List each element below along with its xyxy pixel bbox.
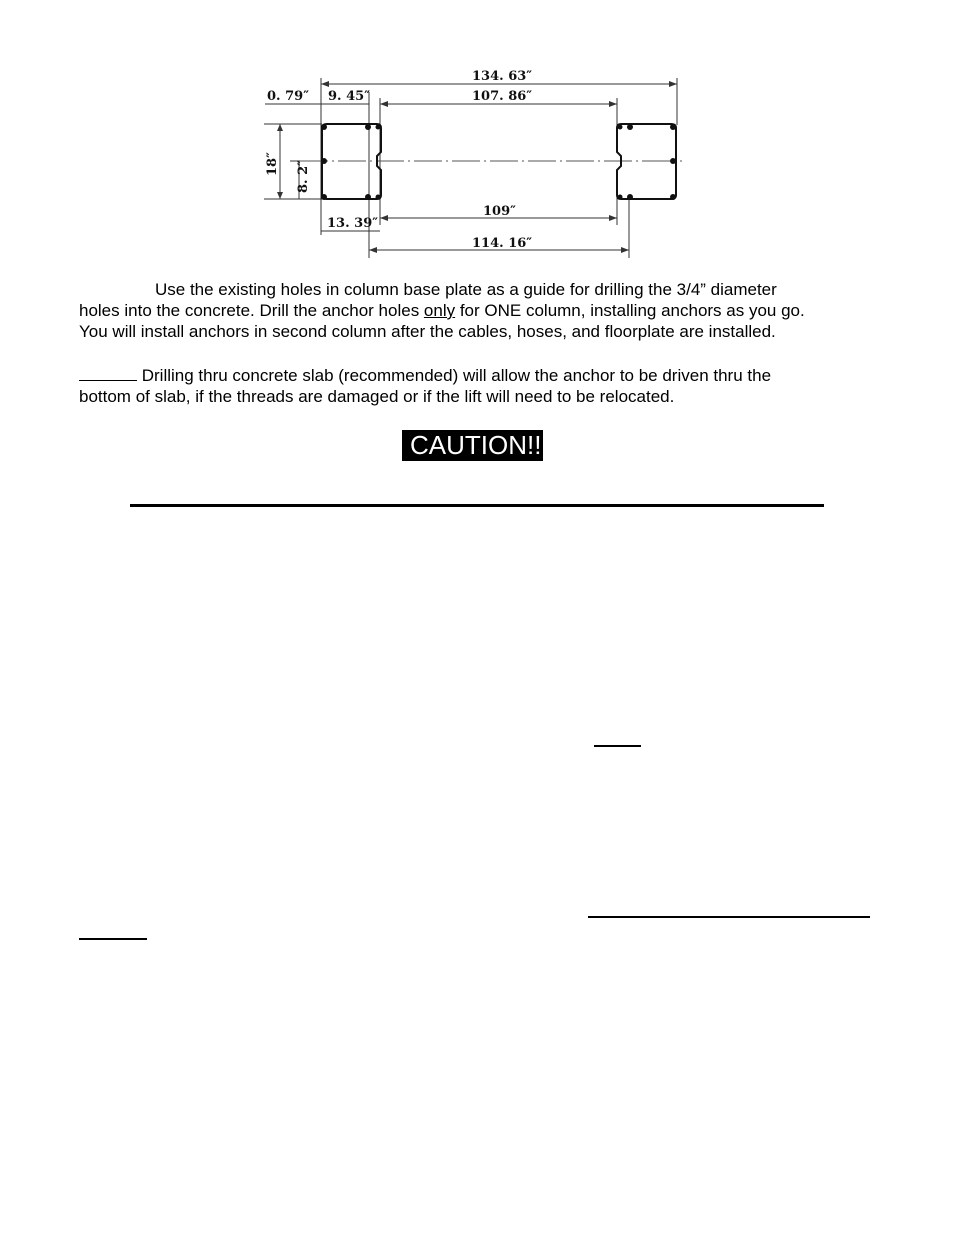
caution-divider-rule <box>130 504 824 507</box>
note-line: bottom of slab, if the threads are damaged or if the lift will need to be relocated. <box>79 387 675 406</box>
plate-height-label: 18″ <box>265 152 280 176</box>
instruction-line: Use the existing holes in column base plate as a guide for drilling the 3/4” diameter <box>155 280 777 299</box>
overall-width-label: 134. 63″ <box>472 69 533 84</box>
underline-fragment <box>594 745 641 747</box>
note-blank-rule <box>79 366 137 381</box>
plate-width-label: 9. 45″ <box>328 89 370 104</box>
base-plate-dimension-drawing <box>0 0 954 270</box>
outer-span-bottom-label: 114. 16″ <box>472 236 533 251</box>
underline-fragment <box>79 938 147 940</box>
note-text: Drilling thru concrete slab (recommended) will allow the anchor to be driven thru the <box>137 366 772 385</box>
hole-spacing-label: 8. 2″ <box>296 160 311 193</box>
instruction-text: holes into the concrete. Drill the anchor holes <box>79 301 424 320</box>
plate-offset-label: 13. 39″ <box>327 216 379 231</box>
note-line <box>79 365 899 386</box>
inner-span-top-label: 107. 86″ <box>472 89 533 104</box>
emphasis-only: only <box>423 301 456 320</box>
inner-span-bottom-label: 109″ <box>483 204 516 219</box>
instruction-text: for ONE column, installing anchors as you go. <box>455 301 805 320</box>
caution-label: CAUTION!! <box>402 430 543 461</box>
instruction-line: You will install anchors in second column after the cables, hoses, and floorplate are installed. <box>79 322 776 341</box>
underline-fragment <box>588 916 870 918</box>
instruction-line <box>79 300 899 321</box>
note-paragraph <box>79 365 899 407</box>
drilling-instructions-paragraph <box>79 279 899 342</box>
edge-offset-label: 0. 79″ <box>267 89 309 104</box>
